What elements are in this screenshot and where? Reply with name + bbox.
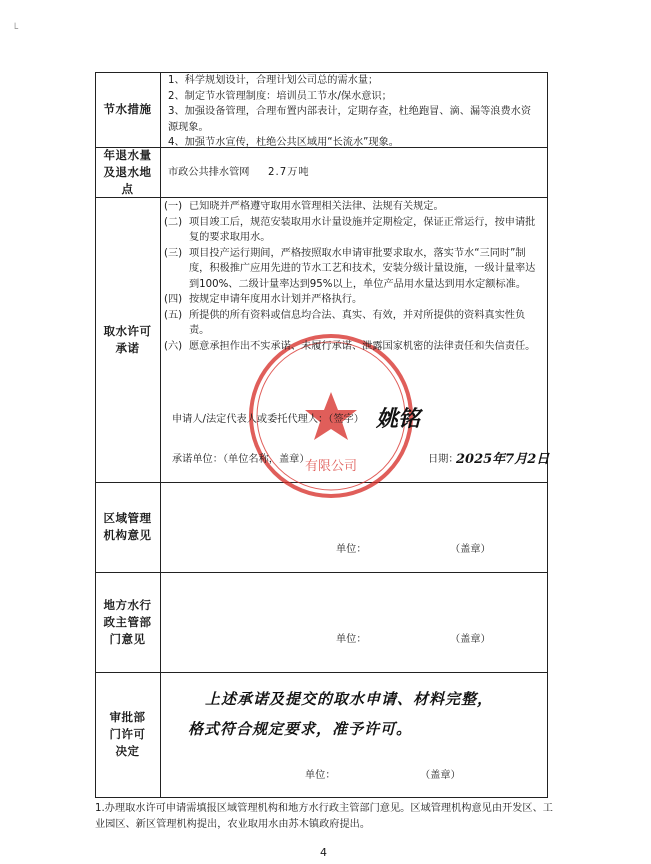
discharge-label: 年退水量及退水地点	[103, 147, 152, 196]
commitment-item: (四) 按规定申请年度用水计划并严格执行。	[164, 294, 363, 305]
applicant-signature: 姚铭	[376, 406, 421, 432]
local-water-label: 地方水行政主管部门意见	[103, 597, 152, 646]
regional-unit-label: 单位：	[336, 544, 367, 555]
water-saving-label: 节水措施	[103, 102, 152, 116]
commitment-items	[164, 199, 544, 354]
commitment-item: (三) 项目投产运行期间，严格按照取水申请审批要求取水，落实节水“三同时”制度，积极推广应用先进的节水工艺和技术，安装分级计量设施，一级计量率达到100%、二级计量率达到95%以上，单位产品用水量达到用水定额标准。	[164, 247, 536, 290]
scan-mark: └	[12, 24, 19, 35]
approval-handwriting-line2: 格式符合规定要求，准予许可。	[188, 720, 413, 738]
commitment-item: (五) 所提供的所有资料或信息均合法、真实、有效，并对所提供的资料真实性负责。	[164, 309, 526, 336]
discharge-destination: 市政公共排水管网	[168, 167, 250, 178]
approval-stamp-label: （盖章）	[420, 770, 461, 781]
seal-text: 有限公司	[304, 459, 358, 474]
regional-label: 区域管理机构意见	[103, 511, 152, 542]
commitment-date-value: 2025年7月2日	[456, 452, 550, 467]
water-saving-content	[168, 73, 540, 151]
commitment-item: (二) 项目竣工后，规范安装取用水计量设施并定期检定，保证正常运行，按申请批复的要求取用水。	[164, 216, 536, 243]
approval-label: 审批部门许可决定	[109, 710, 146, 758]
water-saving-item: 2、制定节水管理制度：培训员工节水/保水意识；	[168, 90, 392, 102]
local-water-unit-label: 单位：	[336, 634, 367, 645]
commitment-item: (一) 已知晓并严格遵守取用水管理相关法律、法规有关规定。	[164, 201, 444, 212]
approval-handwriting-line1: 上述承诺及提交的取水申请、材料完整，	[205, 690, 494, 708]
water-saving-item: 3、加强设备管理，合理布置内部表计，定期存查，杜绝跑冒、滴、漏等浪费水资源现象。	[168, 106, 532, 133]
water-saving-item: 4、加强节水宣传，杜绝公共区域用“长流水”现象。	[168, 137, 399, 148]
commitment-label: 取水许可承诺	[103, 323, 152, 355]
discharge-amount: 2.7万吨	[268, 167, 310, 178]
commitment-unit-label: 承诺单位：（单位名称，盖章）	[172, 454, 310, 465]
footnote: 1.办理取水许可申请需填报区域管理机构和地方水行政主管部门意见。区域管理机构意见由开发区、工业园区、新区管理机构提出，农业取用水由苏木镇政府提出。	[95, 803, 553, 830]
water-saving-item: 1、科学规划设计，合理计划公司总的需水量；	[168, 75, 379, 86]
commitment-item: (六) 愿意承担作出不实承诺、未履行承诺、泄露国家机密的法律责任和失信责任。	[164, 340, 536, 352]
applicant-label: 申请人/法定代表人或委托代理人：（签字）	[172, 414, 364, 425]
regional-stamp-label: （盖章）	[450, 544, 491, 555]
approval-unit-label: 单位：	[305, 770, 336, 781]
commitment-date-label: 日期：	[428, 454, 459, 465]
page-number: 4	[320, 846, 327, 859]
local-water-stamp-label: （盖章）	[450, 634, 491, 645]
